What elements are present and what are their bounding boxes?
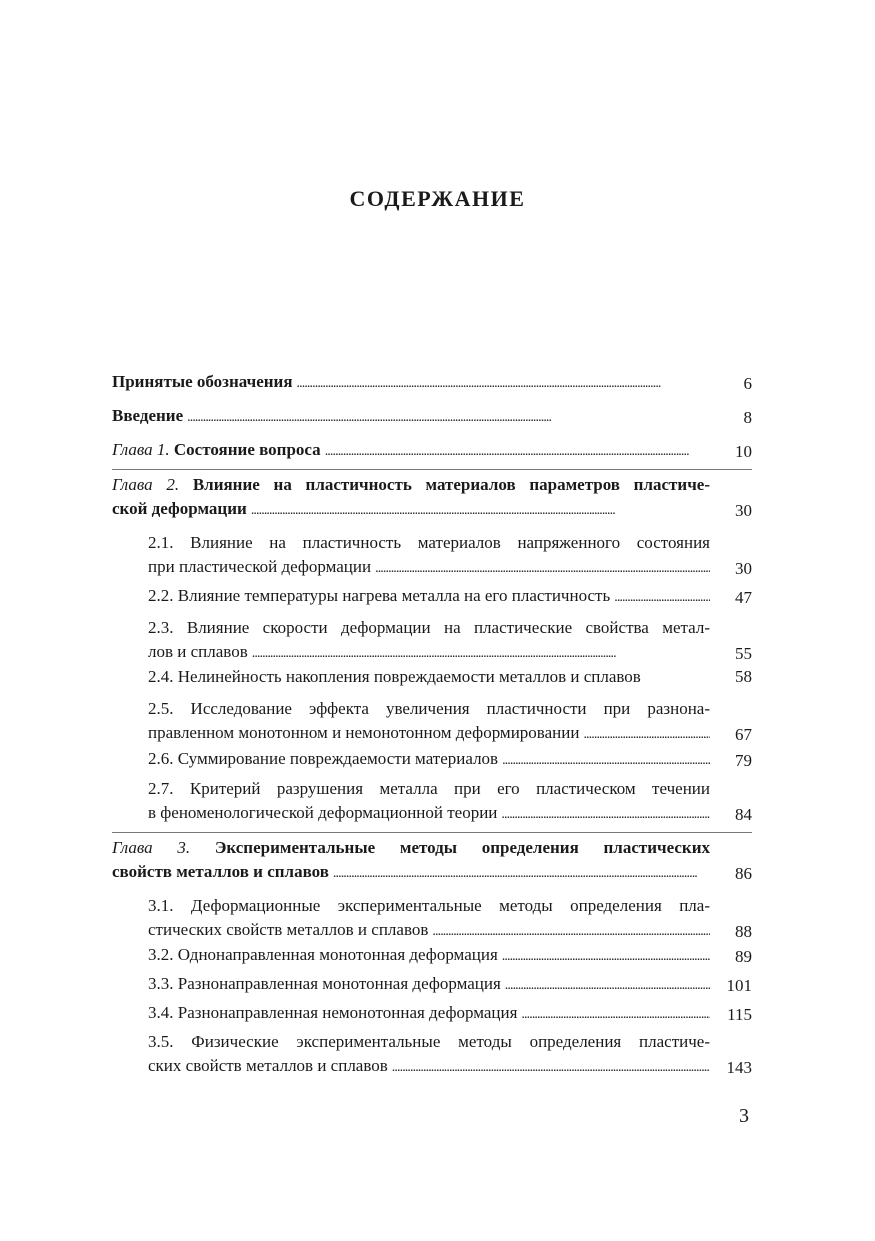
toc-entry-label-line1: 3.1. Деформационные экспериментальные методы определения пла- [148,896,710,915]
toc-page-number: 58 [735,667,752,686]
toc-entry-label-line2: при пластической деформации [148,557,372,576]
toc-entry-2-2[interactable] [148,584,752,610]
toc-entry-3-2[interactable] [148,943,752,969]
toc-entry-3-5[interactable] [148,1030,752,1080]
toc-entry-label: Принятые обозначения [112,372,293,391]
toc-entry-label-line1: 2.3. Влияние скорости деформации на пластические свойства метал- [148,618,710,637]
leader-dots [375,555,710,581]
toc-page-number: 143 [726,1058,752,1077]
toc-entry-label-line2: ских свойств металлов и сплавов [148,1056,388,1075]
leader-dots [583,721,710,747]
divider [112,469,752,470]
toc-entry-label: 2.2. Влияние температуры нагрева металла на его пластичность [148,586,611,605]
toc-entry-label: 2.6. Суммирование повреждаемости материалов [148,749,499,768]
toc-entry-chapter-2[interactable] [112,473,752,523]
toc-entry-label-line2: свойств металлов и сплавов [112,862,329,881]
chapter-prefix: Глава 3. [112,838,191,857]
toc-page-number: 47 [735,588,752,607]
leader-dots [505,972,710,998]
leader-dots [502,747,710,773]
toc-page-number: 89 [735,947,752,966]
toc-page-number: 88 [735,922,752,941]
toc-page-number: 30 [735,501,752,520]
toc-entry-label-line1: 3.5. Физические экспериментальные методы определения пластиче- [148,1032,710,1051]
toc-page-number: 6 [743,374,752,393]
toc-entry-label-line2: правленном монотонном и немонотонном деформировании [148,723,580,742]
leader-dots [432,918,710,944]
toc-page-number: 67 [735,725,752,744]
toc-entry-chapter-1[interactable] [112,438,752,464]
toc-entry-label-line1: Экспериментальные методы определения пластических [214,838,711,857]
toc-entry-2-6[interactable] [148,747,752,773]
leader-dots [187,404,710,430]
divider [112,832,752,833]
leader-dots [502,943,710,969]
toc-entry-chapter-3[interactable] [112,836,752,886]
leader-dots [501,801,710,827]
toc-entry-label-line1: 2.1. Влияние на пластичность материалов напряженного состояния [148,533,710,552]
toc-entry-label-line1: Влияние на пластичность материалов параметров пластиче- [192,475,710,494]
leader-dots [252,640,710,666]
toc-entry-label: Состояние вопроса [173,440,321,459]
chapter-prefix: Глава 1. [112,440,170,459]
toc-page-number: 115 [727,1005,752,1024]
toc-entry-3-1[interactable] [148,894,752,944]
toc-entry-label-line1: 2.7. Критерий разрушения металла при его пластическом течении [148,779,710,798]
page-title: СОДЕРЖАНИЕ [349,186,526,211]
toc-entry-label-line2: стических свойств металлов и сплавов [148,920,429,939]
toc-entry-label-line1: 2.5. Исследование эффекта увеличения пластичности при разнона- [148,699,710,718]
toc-entry-2-4[interactable] [148,665,752,689]
toc-page-number: 101 [726,976,752,995]
toc-entry-2-3[interactable] [148,616,752,666]
chapter-prefix: Глава 2. [112,475,180,494]
leader-dots [521,1001,710,1027]
toc-entry-label-line2: лов и сплавов [148,642,248,661]
toc-page-number: 55 [735,644,752,663]
leader-dots [325,438,710,464]
toc-entry-label-line2: в феноменологической деформационной теории [148,803,498,822]
toc-entry-label: 3.2. Однонаправленная монотонная деформация [148,945,498,964]
toc-entry-label: 2.4. Нелинейность накопления повреждаемости металлов и сплавов [148,667,641,686]
toc-page-number: 86 [735,864,752,883]
leader-dots [333,860,710,886]
toc-page-number: 8 [743,408,752,427]
toc-entry-3-3[interactable] [148,972,752,998]
toc-page-number: 84 [735,805,752,824]
toc-entry-2-5[interactable] [148,697,752,747]
toc-entry-3-4[interactable] [148,1001,752,1027]
toc-page-number: 10 [735,442,752,461]
toc-entry-2-7[interactable] [148,777,752,827]
toc-page-number: 79 [735,751,752,770]
toc-entry-label: 3.4. Разнонаправленная немонотонная деформация [148,1003,518,1022]
toc-entry-notation[interactable] [112,370,752,396]
page-number: 3 [739,1105,749,1127]
leader-dots [392,1054,710,1080]
toc-entry-label: 3.3. Разнонаправленная монотонная деформация [148,974,501,993]
leader-dots [614,584,710,610]
toc-entry-2-1[interactable] [148,531,752,581]
toc-page-number: 30 [735,559,752,578]
toc-entry-intro[interactable] [112,404,752,430]
toc-entry-label-line2: ской деформации [112,499,247,518]
leader-dots [251,497,710,523]
leader-dots [297,370,710,396]
toc-entry-label: Введение [112,406,184,425]
